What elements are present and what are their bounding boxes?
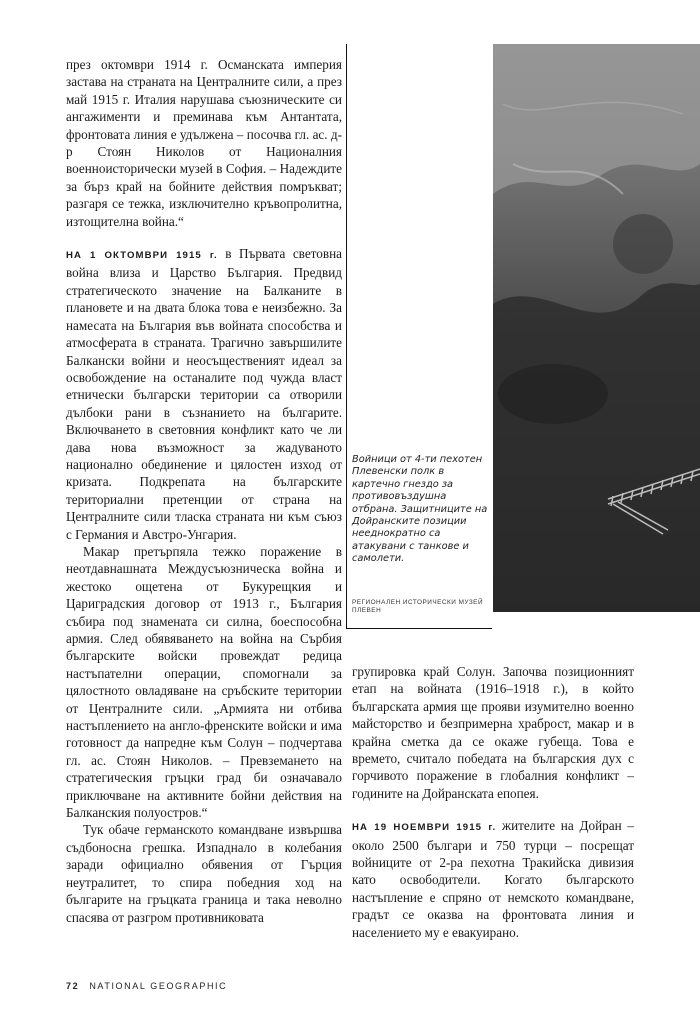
photo-credit: РЕГИОНАЛЕН ИСТОРИЧЕСКИ МУЗЕЙ ПЛЕВЕН [352, 599, 484, 615]
photo-caption: Войници от 4-ти пехотен Плевенски полк в картечно гнездо за противовъздушна отбрана. Защитниците на Дойранските позиции нееднократно са атакувани с танкове и самолети. [352, 454, 488, 565]
body-paragraph: групировка край Солун. Започва позиционният етап на войната (1916–1918 г.), в който българската армия ще прояви изумително военно майсторство и безпримерна храброст, макар и в крайна сметка да се окаже губеща. Това е времето, считало победата на българския дух с горчивото поражение в глобалния конфликт – годините на Дойранската епопея. [352, 664, 634, 801]
paragraph-text: жителите на Дойран – около 2500 българи и 750 турци – посрещат войниците от 2-ра пехотна Тракийска дивизия като освободители. Когато българското настъпление е спряно от немското командване, градът се оказва на фронтовата линия и населението му е евакуирано. [352, 818, 634, 940]
body-paragraph: Тук обаче германското командване извършва съдбоносна грешка. Изпаднало в колебания заради официално обявения от Гърция неутралитет, то спира победния ход на българите на гръцката граница и така неволно спасява от разгром противниковата [66, 822, 342, 925]
magazine-name: NATIONAL GEOGRAPHIC [89, 981, 228, 991]
body-paragraph: през октомври 1914 г. Османската империя застава на страната на Централните сили, а през май 1915 г. Италия нарушава съюзническите си ангажименти и преминава към Антантата, фронтовата линия е удължена – посочва гл. ас. д-р Стоян Николов от Националния военноисторически музей в София. – Надеждите за бърз край на бойните действия помръкват; разгаря се тежка, изключително кръвопролитна, изтощителна война.“ [66, 57, 342, 229]
page-footer [66, 981, 227, 991]
paragraph-text: в Първата световна война влиза и Царство България. Предвид стратегическото значение на Балканите в плановете и на двата блока това е неизбежно. За намесата на България във войната способства и атмосферата в страната. Трагично завършилите Балкански войни и неосъщественият идеал за освобождение на останалите под чужда власт етнически български територии са отворили дълбоки рани в съзнанието на българите. Включването в световния конфликт като че ли дава нова възможност за жадуваното национално обединение и цялостен изход от кризата. Подкрепата на българските териториални претенции от страна на Централните сили тласка страната ни към съюз с Германия и Австро-Унгария. [66, 246, 342, 542]
left-column [66, 56, 342, 926]
caption-rule-vertical [346, 44, 347, 628]
body-paragraph: Макар претърпяла тежко поражение в неотдавнашната Междусъюзническа война и жестоко ощетена от Букурещкия и Цариградския договор от 1913 г., България събира под знамената си силна, боеспособна армия. След обявяването на война на Сърбия българските войски провеждат редица настъпателни операции, спомогнали за цялостното овладяване на сръбските територии от Централните сили. „Армията ни отбива настъплението на англо-френските войски и има готовност да напредне към Солун – подчертава гл. ас. Стоян Николов. – Превземането на стратегическия гръцки град би означавало приключване на активните бойни действия на Балканския полуостров.“ [66, 543, 342, 821]
caption-rule-horizontal [346, 628, 492, 629]
body-paragraph [352, 817, 634, 941]
trench-photo [493, 44, 700, 612]
photo-image [493, 44, 700, 612]
right-column [352, 663, 634, 941]
body-paragraph [66, 245, 342, 543]
page-number: 72 [66, 981, 80, 991]
paragraph-lead: НА 19 НОЕМВРИ 1915 г. [352, 822, 497, 834]
paragraph-lead: НА 1 ОКТОМВРИ 1915 г. [66, 250, 218, 262]
